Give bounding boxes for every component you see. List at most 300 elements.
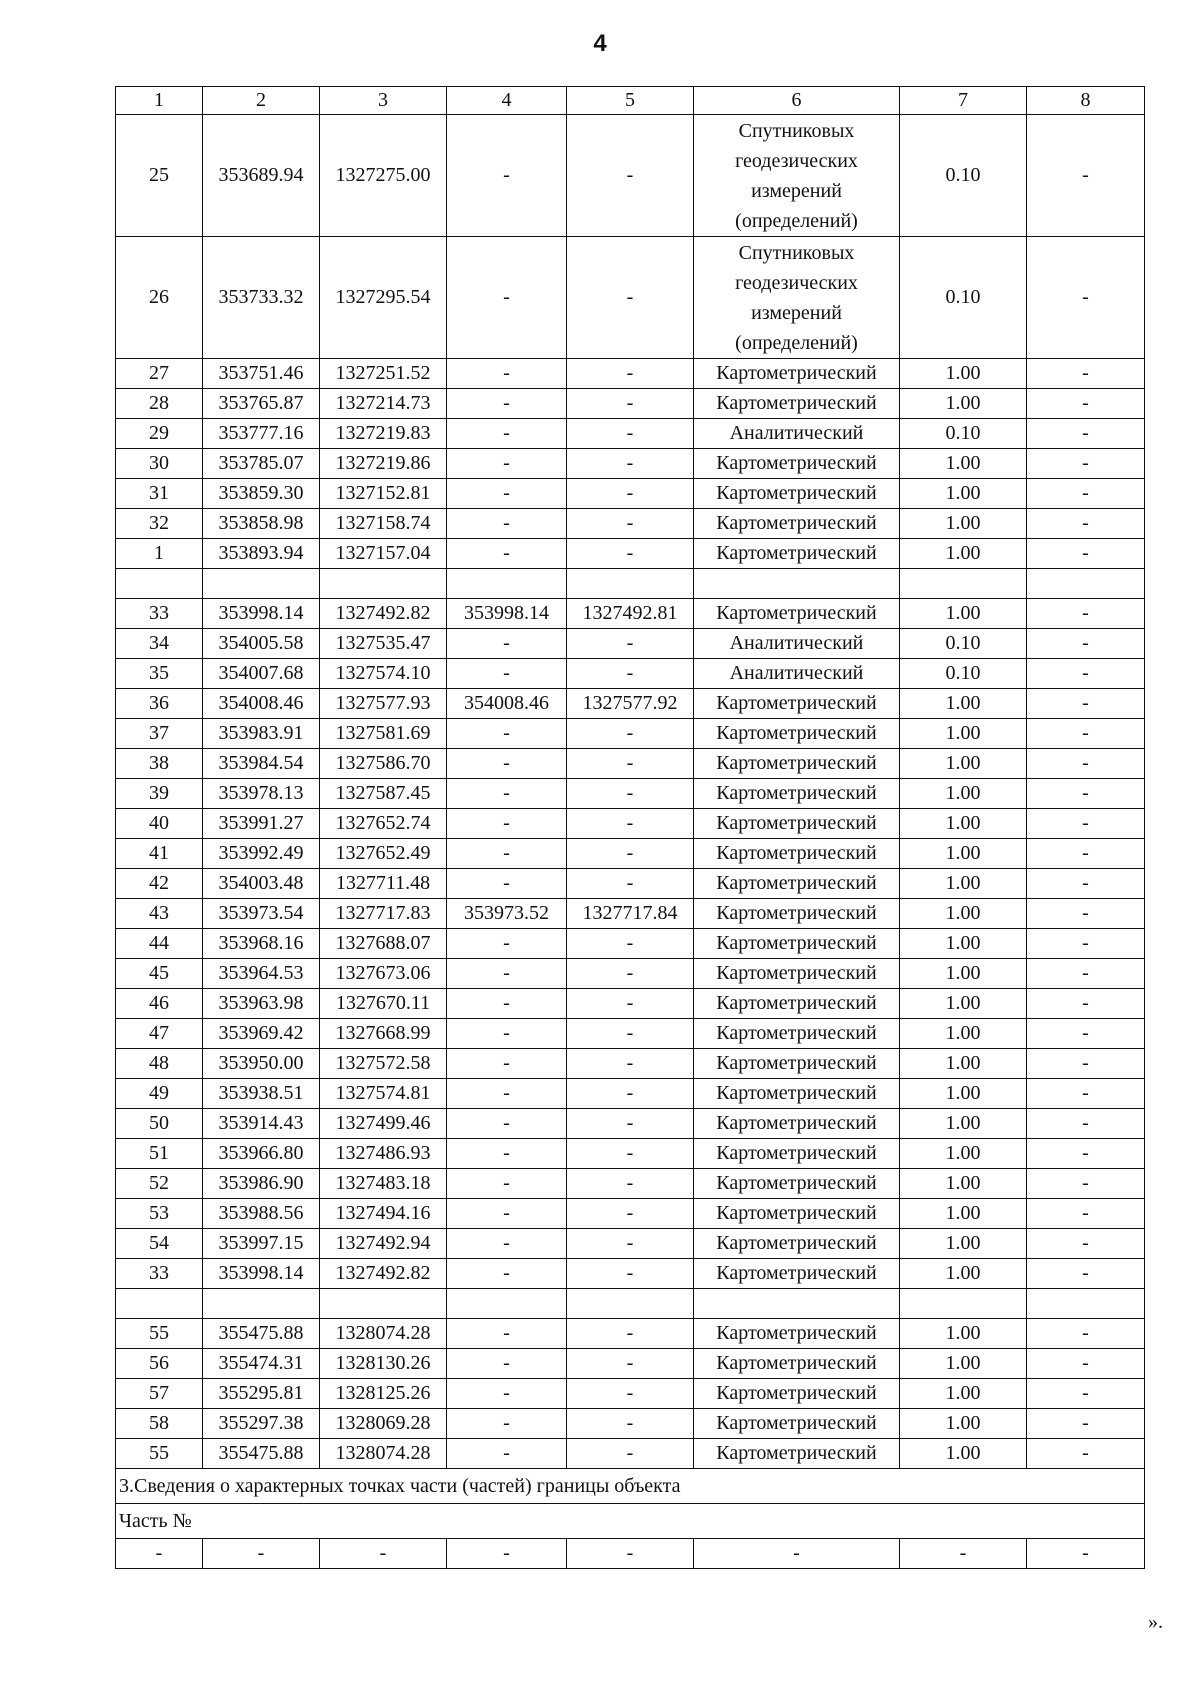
cell-x-coord: 353914.43	[203, 1109, 320, 1139]
table-row	[116, 659, 1145, 689]
table-row	[116, 779, 1145, 809]
column-header: 3	[320, 87, 447, 115]
cell-x-coord-prev: -	[447, 1049, 567, 1079]
cell-accuracy: 1.00	[900, 779, 1027, 809]
cell-x-coord: 353992.49	[203, 839, 320, 869]
cell-x-coord: 353964.53	[203, 959, 320, 989]
table-header-row	[116, 87, 1145, 115]
cell-description: -	[1027, 1319, 1145, 1349]
cell-method: Спутниковых геодезических измерений (определений)	[694, 115, 900, 237]
cell-y-coord: 1328074.28	[320, 1319, 447, 1349]
column-header: 1	[116, 87, 203, 115]
cell-accuracy: 0.10	[900, 659, 1027, 689]
cell-x-coord-prev: -	[447, 359, 567, 389]
cell-x-coord-prev: -	[447, 1169, 567, 1199]
cell-y-coord: 1328125.26	[320, 1379, 447, 1409]
cell-method: Картометрический	[694, 1199, 900, 1229]
cell-point-number: 31	[116, 479, 203, 509]
cell-accuracy: 1.00	[900, 389, 1027, 419]
cell-x-coord: 355475.88	[203, 1319, 320, 1349]
table-row	[116, 1139, 1145, 1169]
cell-description: -	[1027, 419, 1145, 449]
cell-accuracy: 0.10	[900, 629, 1027, 659]
table-row	[116, 449, 1145, 479]
cell-method: Картометрический	[694, 809, 900, 839]
cell-y-coord-prev: -	[567, 1169, 694, 1199]
table-row	[116, 115, 1145, 237]
cell-x-coord-prev: -	[447, 989, 567, 1019]
cell-y-coord-prev: -	[567, 749, 694, 779]
cell-x-coord-prev: -	[447, 1019, 567, 1049]
cell-y-coord-prev: -	[567, 359, 694, 389]
cell-x-coord-prev: 353998.14	[447, 599, 567, 629]
cell-description: -	[1027, 629, 1145, 659]
cell-point-number: 34	[116, 629, 203, 659]
cell-method: Аналитический	[694, 659, 900, 689]
cell-x-coord-prev: -	[447, 1199, 567, 1229]
cell-point-number: 41	[116, 839, 203, 869]
cell-method: Картометрический	[694, 779, 900, 809]
cell-x-coord: 353859.30	[203, 479, 320, 509]
table-row	[116, 1109, 1145, 1139]
cell-y-coord-prev: -	[567, 1079, 694, 1109]
cell-x-coord-prev: -	[447, 419, 567, 449]
cell-point-number: 53	[116, 1199, 203, 1229]
cell-y-coord: 1327492.82	[320, 599, 447, 629]
cell-x-coord: 353893.94	[203, 539, 320, 569]
cell-y-coord-prev: -	[567, 237, 694, 359]
boundary-points-table	[115, 86, 1145, 1569]
cell-description: -	[1027, 1379, 1145, 1409]
empty-cell	[694, 1289, 900, 1319]
empty-cell	[447, 569, 567, 599]
column-header: 8	[1027, 87, 1145, 115]
cell-method: Картометрический	[694, 359, 900, 389]
cell-description: -	[1027, 509, 1145, 539]
cell-y-coord-prev: -	[567, 1229, 694, 1259]
cell-accuracy: 1.00	[900, 1139, 1027, 1169]
cell-method: Аналитический	[694, 629, 900, 659]
table-row	[116, 509, 1145, 539]
cell-point-number: 46	[116, 989, 203, 1019]
cell-x-coord-prev: -	[447, 809, 567, 839]
cell-y-coord: 1327652.74	[320, 809, 447, 839]
cell-y-coord-prev: -	[567, 1539, 694, 1569]
cell-description: -	[1027, 929, 1145, 959]
cell-description: -	[1027, 959, 1145, 989]
cell-point-number: 29	[116, 419, 203, 449]
cell-y-coord: 1327673.06	[320, 959, 447, 989]
cell-description: -	[1027, 839, 1145, 869]
cell-accuracy: 1.00	[900, 509, 1027, 539]
table-row	[116, 1409, 1145, 1439]
cell-y-coord-prev: -	[567, 1019, 694, 1049]
cell-description: -	[1027, 389, 1145, 419]
cell-y-coord-prev: -	[567, 479, 694, 509]
cell-point-number: 57	[116, 1379, 203, 1409]
cell-y-coord-prev: -	[567, 115, 694, 237]
cell-y-coord-prev: -	[567, 1259, 694, 1289]
cell-point-number: 58	[116, 1409, 203, 1439]
cell-method: Картометрический	[694, 1079, 900, 1109]
table-row	[116, 237, 1145, 359]
table-row	[116, 539, 1145, 569]
cell-description: -	[1027, 779, 1145, 809]
cell-y-coord: 1328130.26	[320, 1349, 447, 1379]
cell-point-number: 55	[116, 1319, 203, 1349]
cell-y-coord: 1327499.46	[320, 1109, 447, 1139]
table-row	[116, 1079, 1145, 1109]
cell-description: -	[1027, 869, 1145, 899]
empty-cell	[1027, 569, 1145, 599]
cell-method: Картометрический	[694, 1019, 900, 1049]
cell-method: Картометрический	[694, 929, 900, 959]
cell-y-coord-prev: -	[567, 809, 694, 839]
cell-point-number: 33	[116, 599, 203, 629]
table-row	[116, 1199, 1145, 1229]
cell-y-coord: 1327492.82	[320, 1259, 447, 1289]
cell-method: Картометрический	[694, 599, 900, 629]
cell-y-coord-prev: -	[567, 1139, 694, 1169]
cell-x-coord-prev: -	[447, 1409, 567, 1439]
cell-description: -	[1027, 899, 1145, 929]
table-row	[116, 869, 1145, 899]
cell-description: -	[1027, 989, 1145, 1019]
cell-description: -	[1027, 1169, 1145, 1199]
cell-accuracy: 1.00	[900, 899, 1027, 929]
empty-cell	[1027, 1289, 1145, 1319]
cell-y-coord: 1327295.54	[320, 237, 447, 359]
cell-y-coord: -	[320, 1539, 447, 1569]
cell-x-coord: 353765.87	[203, 389, 320, 419]
cell-accuracy: 1.00	[900, 749, 1027, 779]
cell-point-number: 37	[116, 719, 203, 749]
cell-y-coord: 1327158.74	[320, 509, 447, 539]
section-title: 3.Сведения о характерных точках части (частей) границы объекта	[116, 1469, 1145, 1504]
empty-cell	[447, 1289, 567, 1319]
cell-y-coord: 1327535.47	[320, 629, 447, 659]
cell-x-coord-prev: -	[447, 839, 567, 869]
cell-description: -	[1027, 449, 1145, 479]
cell-y-coord-prev: -	[567, 419, 694, 449]
cell-point-number: -	[116, 1539, 203, 1569]
cell-x-coord-prev: -	[447, 1539, 567, 1569]
cell-y-coord-prev: -	[567, 539, 694, 569]
cell-x-coord-prev: -	[447, 237, 567, 359]
cell-y-coord: 1328074.28	[320, 1439, 447, 1469]
part-label-row	[116, 1504, 1145, 1539]
cell-y-coord-prev: -	[567, 1349, 694, 1379]
cell-x-coord-prev: -	[447, 1439, 567, 1469]
cell-accuracy: 1.00	[900, 989, 1027, 1019]
cell-x-coord: 353983.91	[203, 719, 320, 749]
cell-accuracy: 1.00	[900, 539, 1027, 569]
empty-cell	[694, 569, 900, 599]
cell-x-coord: 355295.81	[203, 1379, 320, 1409]
cell-point-number: 28	[116, 389, 203, 419]
cell-x-coord: 354003.48	[203, 869, 320, 899]
empty-cell	[203, 1289, 320, 1319]
cell-description: -	[1027, 539, 1145, 569]
cell-description: -	[1027, 1049, 1145, 1079]
cell-accuracy: 1.00	[900, 839, 1027, 869]
cell-x-coord-prev: -	[447, 1139, 567, 1169]
cell-accuracy: 1.00	[900, 1169, 1027, 1199]
cell-method: Картометрический	[694, 479, 900, 509]
cell-y-coord: 1327652.49	[320, 839, 447, 869]
column-header: 2	[203, 87, 320, 115]
cell-accuracy: -	[900, 1539, 1027, 1569]
cell-method: Картометрический	[694, 719, 900, 749]
cell-y-coord-prev: -	[567, 1109, 694, 1139]
cell-description: -	[1027, 809, 1145, 839]
cell-accuracy: 1.00	[900, 1109, 1027, 1139]
cell-point-number: 43	[116, 899, 203, 929]
cell-method: Картометрический	[694, 509, 900, 539]
cell-description: -	[1027, 1409, 1145, 1439]
cell-x-coord: 353988.56	[203, 1199, 320, 1229]
cell-x-coord: 355475.88	[203, 1439, 320, 1469]
cell-y-coord-prev: -	[567, 1409, 694, 1439]
cell-accuracy: 1.00	[900, 1319, 1027, 1349]
cell-method: Картометрический	[694, 1349, 900, 1379]
cell-method: Аналитический	[694, 419, 900, 449]
empty-cell	[116, 1289, 203, 1319]
cell-y-coord: 1327219.86	[320, 449, 447, 479]
cell-y-coord: 1327483.18	[320, 1169, 447, 1199]
cell-x-coord: 354008.46	[203, 689, 320, 719]
cell-description: -	[1027, 1229, 1145, 1259]
cell-point-number: 55	[116, 1439, 203, 1469]
cell-x-coord: 353969.42	[203, 1019, 320, 1049]
empty-cell	[900, 1289, 1027, 1319]
cell-x-coord: 353991.27	[203, 809, 320, 839]
cell-point-number: 36	[116, 689, 203, 719]
table-row	[116, 479, 1145, 509]
cell-accuracy: 0.10	[900, 115, 1027, 237]
cell-method: Картометрический	[694, 1169, 900, 1199]
table-row	[116, 1319, 1145, 1349]
cell-method: Картометрический	[694, 899, 900, 929]
cell-y-coord: 1327494.16	[320, 1199, 447, 1229]
cell-x-coord-prev: -	[447, 659, 567, 689]
cell-x-coord: 353986.90	[203, 1169, 320, 1199]
cell-y-coord-prev: -	[567, 1049, 694, 1079]
cell-y-coord: 1327670.11	[320, 989, 447, 1019]
cell-x-coord: 353751.46	[203, 359, 320, 389]
cell-y-coord: 1327219.83	[320, 419, 447, 449]
column-header: 6	[694, 87, 900, 115]
cell-method: Картометрический	[694, 1139, 900, 1169]
cell-x-coord-prev: -	[447, 1109, 567, 1139]
cell-method: Картометрический	[694, 1109, 900, 1139]
cell-point-number: 35	[116, 659, 203, 689]
cell-y-coord-prev: 1327577.92	[567, 689, 694, 719]
cell-x-coord-prev: -	[447, 869, 567, 899]
cell-description: -	[1027, 1349, 1145, 1379]
cell-description: -	[1027, 749, 1145, 779]
cell-y-coord-prev: -	[567, 959, 694, 989]
table-row	[116, 1049, 1145, 1079]
cell-y-coord: 1327152.81	[320, 479, 447, 509]
table-row	[116, 959, 1145, 989]
cell-y-coord-prev: -	[567, 929, 694, 959]
table-row	[116, 929, 1145, 959]
column-header: 4	[447, 87, 567, 115]
cell-method: Картометрический	[694, 539, 900, 569]
cell-accuracy: 1.00	[900, 1259, 1027, 1289]
cell-y-coord-prev: -	[567, 389, 694, 419]
cell-method: Картометрический	[694, 1409, 900, 1439]
cell-y-coord: 1327711.48	[320, 869, 447, 899]
cell-point-number: 26	[116, 237, 203, 359]
cell-x-coord: 353777.16	[203, 419, 320, 449]
table-row	[116, 359, 1145, 389]
cell-accuracy: 0.10	[900, 237, 1027, 359]
cell-y-coord-prev: -	[567, 719, 694, 749]
cell-accuracy: 1.00	[900, 1379, 1027, 1409]
cell-point-number: 32	[116, 509, 203, 539]
cell-y-coord: 1327486.93	[320, 1139, 447, 1169]
cell-x-coord-prev: -	[447, 1079, 567, 1109]
cell-point-number: 52	[116, 1169, 203, 1199]
table-row	[116, 389, 1145, 419]
cell-y-coord-prev: -	[567, 1199, 694, 1229]
cell-x-coord-prev: -	[447, 115, 567, 237]
cell-method: Картометрический	[694, 989, 900, 1019]
cell-x-coord: -	[203, 1539, 320, 1569]
cell-y-coord: 1327688.07	[320, 929, 447, 959]
table-row	[116, 989, 1145, 1019]
column-header: 7	[900, 87, 1027, 115]
cell-description: -	[1027, 115, 1145, 237]
cell-y-coord: 1328069.28	[320, 1409, 447, 1439]
cell-accuracy: 1.00	[900, 929, 1027, 959]
cell-method: Картометрический	[694, 749, 900, 779]
cell-y-coord-prev: -	[567, 1379, 694, 1409]
cell-point-number: 50	[116, 1109, 203, 1139]
cell-x-coord: 353938.51	[203, 1079, 320, 1109]
cell-method: Картометрический	[694, 1049, 900, 1079]
cell-accuracy: 1.00	[900, 689, 1027, 719]
table-row	[116, 899, 1145, 929]
table-row	[116, 809, 1145, 839]
cell-y-coord-prev: -	[567, 509, 694, 539]
cell-y-coord: 1327251.52	[320, 359, 447, 389]
cell-y-coord: 1327214.73	[320, 389, 447, 419]
cell-x-coord-prev: -	[447, 1349, 567, 1379]
cell-point-number: 39	[116, 779, 203, 809]
cell-y-coord-prev: -	[567, 1319, 694, 1349]
table-spacer-row	[116, 569, 1145, 599]
cell-y-coord-prev: -	[567, 779, 694, 809]
cell-method: Картометрический	[694, 689, 900, 719]
cell-description: -	[1027, 689, 1145, 719]
cell-accuracy: 1.00	[900, 1409, 1027, 1439]
cell-x-coord-prev: -	[447, 1379, 567, 1409]
cell-y-coord-prev: -	[567, 989, 694, 1019]
cell-x-coord-prev: -	[447, 629, 567, 659]
cell-method: Картометрический	[694, 839, 900, 869]
cell-method: Картометрический	[694, 1319, 900, 1349]
cell-y-coord-prev: -	[567, 659, 694, 689]
empty-cell	[320, 569, 447, 599]
cell-description: -	[1027, 1539, 1145, 1569]
cell-description: -	[1027, 1259, 1145, 1289]
cell-x-coord: 353997.15	[203, 1229, 320, 1259]
table-row	[116, 1259, 1145, 1289]
cell-y-coord: 1327572.58	[320, 1049, 447, 1079]
cell-x-coord: 353998.14	[203, 1259, 320, 1289]
cell-x-coord-prev: -	[447, 1259, 567, 1289]
cell-description: -	[1027, 1079, 1145, 1109]
cell-point-number: 33	[116, 1259, 203, 1289]
cell-accuracy: 1.00	[900, 959, 1027, 989]
cell-point-number: 30	[116, 449, 203, 479]
cell-point-number: 1	[116, 539, 203, 569]
table-row	[116, 1379, 1145, 1409]
cell-point-number: 42	[116, 869, 203, 899]
cell-x-coord-prev: -	[447, 779, 567, 809]
cell-y-coord: 1327586.70	[320, 749, 447, 779]
cell-y-coord: 1327717.83	[320, 899, 447, 929]
empty-cell	[116, 569, 203, 599]
cell-x-coord: 354005.58	[203, 629, 320, 659]
cell-description: -	[1027, 1439, 1145, 1469]
cell-x-coord: 355297.38	[203, 1409, 320, 1439]
cell-x-coord-prev: -	[447, 509, 567, 539]
cell-point-number: 44	[116, 929, 203, 959]
cell-x-coord-prev: -	[447, 389, 567, 419]
table-row	[116, 1169, 1145, 1199]
cell-description: -	[1027, 659, 1145, 689]
cell-x-coord-prev: -	[447, 959, 567, 989]
cell-point-number: 27	[116, 359, 203, 389]
cell-x-coord-prev: -	[447, 449, 567, 479]
table-row	[116, 629, 1145, 659]
cell-x-coord: 353973.54	[203, 899, 320, 929]
table-row	[116, 839, 1145, 869]
cell-method: Картометрический	[694, 389, 900, 419]
table-row	[116, 749, 1145, 779]
cell-method: Картометрический	[694, 1439, 900, 1469]
cell-accuracy: 1.00	[900, 1019, 1027, 1049]
cell-x-coord: 353978.13	[203, 779, 320, 809]
cell-y-coord-prev: 1327492.81	[567, 599, 694, 629]
cell-x-coord-prev: 354008.46	[447, 689, 567, 719]
cell-x-coord-prev: -	[447, 479, 567, 509]
cell-point-number: 54	[116, 1229, 203, 1259]
cell-accuracy: 1.00	[900, 1199, 1027, 1229]
cell-accuracy: 1.00	[900, 869, 1027, 899]
cell-point-number: 25	[116, 115, 203, 237]
cell-accuracy: 1.00	[900, 719, 1027, 749]
cell-accuracy: 1.00	[900, 599, 1027, 629]
cell-accuracy: 1.00	[900, 1349, 1027, 1379]
cell-method: Картометрический	[694, 1379, 900, 1409]
table-row	[116, 1019, 1145, 1049]
cell-method: Картометрический	[694, 449, 900, 479]
cell-y-coord-prev: -	[567, 449, 694, 479]
cell-x-coord: 353984.54	[203, 749, 320, 779]
cell-x-coord: 353963.98	[203, 989, 320, 1019]
cell-x-coord: 355474.31	[203, 1349, 320, 1379]
cell-y-coord: 1327275.00	[320, 115, 447, 237]
cell-accuracy: 1.00	[900, 1079, 1027, 1109]
cell-description: -	[1027, 599, 1145, 629]
cell-x-coord-prev: -	[447, 1229, 567, 1259]
cell-x-coord: 353689.94	[203, 115, 320, 237]
